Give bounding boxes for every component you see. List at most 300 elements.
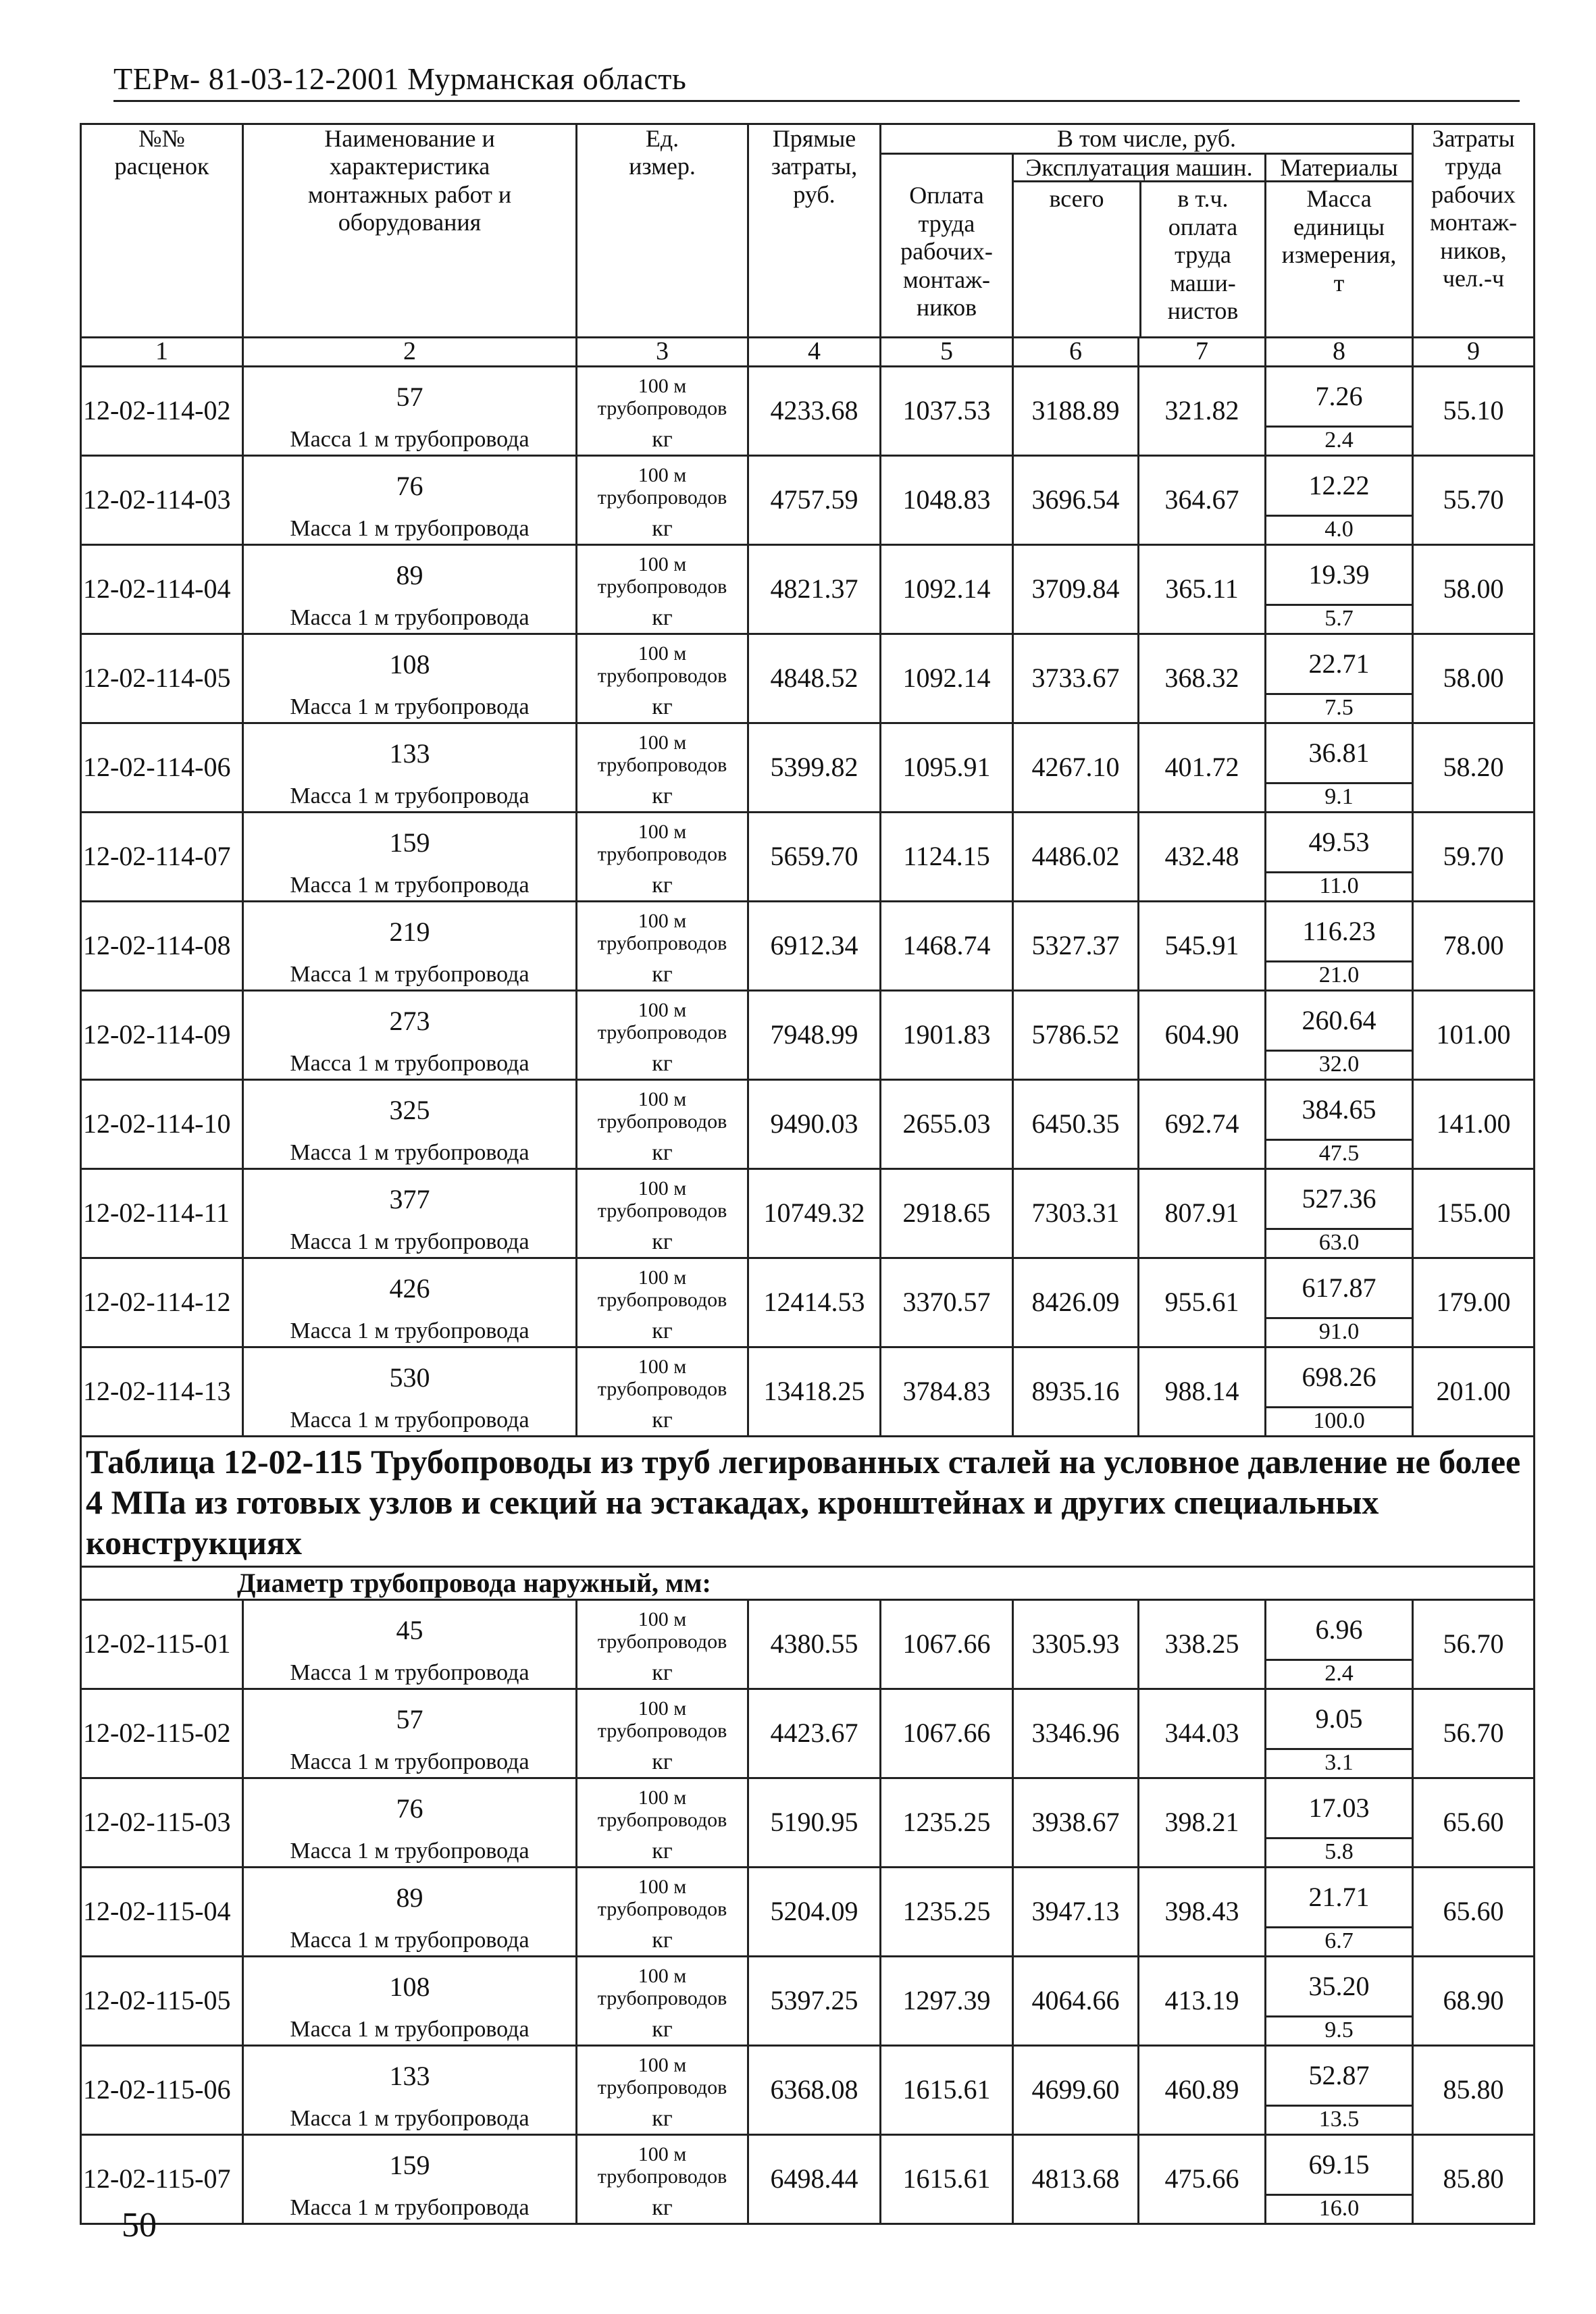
mass-unit: кг: [577, 1229, 748, 1258]
unit-top: 100 м: [638, 375, 687, 398]
labor-pay: 1124.15: [881, 813, 1013, 902]
labor-hours: 85.80: [1413, 2135, 1535, 2224]
unit-top: 100 м: [638, 821, 687, 844]
direct-costs: 6912.34: [748, 902, 881, 991]
direct-costs: 12414.53: [748, 1258, 881, 1347]
header-unit: [577, 124, 748, 338]
header-labor-hours: [1413, 124, 1535, 338]
unit-cell: [577, 367, 748, 427]
header-machines-group: [1013, 154, 1266, 338]
table-body-114: [81, 367, 1535, 1437]
table-row: [81, 1347, 1535, 1408]
header-line: измерения,: [1281, 241, 1397, 269]
unit-top: 100 м: [638, 1266, 687, 1289]
unit-cell: [577, 1080, 748, 1140]
mass-value: 2.4: [1266, 1660, 1413, 1689]
direct-costs: 5399.82: [748, 723, 881, 813]
machinists-pay: 988.14: [1139, 1347, 1266, 1437]
mass-label: Масса 1 м трубопровода: [243, 1051, 577, 1080]
unit-cell: [577, 456, 748, 516]
materials-value: 36.81: [1266, 723, 1413, 783]
materials-value: 116.23: [1266, 902, 1413, 962]
labor-pay: 1235.25: [881, 1778, 1013, 1868]
labor-hours: 55.70: [1413, 456, 1535, 545]
unit-bottom: трубопроводов: [597, 843, 727, 866]
work-name: 76: [243, 1778, 577, 1839]
materials-value: 52.87: [1266, 2046, 1413, 2106]
header-line: чел.-ч: [1442, 264, 1505, 292]
labor-pay: 2655.03: [881, 1080, 1013, 1169]
mass-value: 4.0: [1266, 516, 1413, 545]
column-number: 8: [1266, 338, 1413, 367]
unit-bottom: трубопроводов: [597, 397, 727, 420]
mass-value: 3.1: [1266, 1749, 1413, 1778]
machinists-pay: 460.89: [1139, 2046, 1266, 2135]
unit-cell: [577, 1689, 748, 1749]
table-row: [81, 1778, 1535, 1839]
mass-value: 32.0: [1266, 1051, 1413, 1080]
labor-pay: 3784.83: [881, 1347, 1013, 1437]
machines-total: 7303.31: [1013, 1169, 1139, 1258]
labor-pay: 3370.57: [881, 1258, 1013, 1347]
mass-label: Масса 1 м трубопровода: [243, 962, 577, 991]
labor-hours: 101.00: [1413, 991, 1535, 1080]
mass-label: Масса 1 м трубопровода: [243, 873, 577, 902]
table-row: [81, 2135, 1535, 2195]
machinists-pay: 398.21: [1139, 1778, 1266, 1868]
work-name: 325: [243, 1080, 577, 1140]
header-rule: [113, 100, 1520, 102]
mass-value: 9.1: [1266, 783, 1413, 813]
header-materials-group: [1266, 154, 1413, 338]
unit-cell: [577, 723, 748, 783]
page-header: ТЕРм- 81-03-12-2001 Мурманская область: [113, 61, 687, 96]
work-name: 159: [243, 813, 577, 873]
labor-hours: 155.00: [1413, 1169, 1535, 1258]
header-line: труда: [918, 209, 975, 237]
header-line: Затраты: [1432, 125, 1515, 152]
materials-value: 698.26: [1266, 1347, 1413, 1408]
mass-unit: кг: [577, 516, 748, 545]
labor-pay: 1235.25: [881, 1868, 1013, 1957]
mass-value: 11.0: [1266, 873, 1413, 902]
table-row: [81, 1080, 1535, 1140]
unit-cell: [577, 545, 748, 605]
machinists-pay: 344.03: [1139, 1689, 1266, 1778]
mass-unit: кг: [577, 1749, 748, 1778]
machinists-pay: 365.11: [1139, 545, 1266, 634]
machinists-pay: 604.90: [1139, 991, 1266, 1080]
machinists-pay: 807.91: [1139, 1169, 1266, 1258]
table-row: [81, 1169, 1535, 1229]
mass-label: Масса 1 м трубопровода: [243, 1140, 577, 1169]
direct-costs: 5397.25: [748, 1957, 881, 2046]
header-line: т: [1333, 269, 1345, 297]
unit-top: 100 м: [638, 999, 687, 1022]
mass-unit: кг: [577, 1318, 748, 1347]
column-number: 1: [81, 338, 243, 367]
work-name: 133: [243, 2046, 577, 2106]
mass-label: Масса 1 м трубопровода: [243, 783, 577, 813]
mass-label: Масса 1 м трубопровода: [243, 1318, 577, 1347]
header-machines-title: Эксплуатация машин.: [1014, 155, 1264, 182]
labor-hours: 55.10: [1413, 367, 1535, 456]
unit-top: 100 м: [638, 731, 687, 754]
table-row: [81, 902, 1535, 962]
unit-bottom: трубопроводов: [597, 1987, 727, 2010]
unit-bottom: трубопроводов: [597, 754, 727, 777]
table-row: [81, 456, 1535, 516]
materials-value: 7.26: [1266, 367, 1413, 427]
unit-top: 100 м: [638, 1088, 687, 1111]
machinists-pay: 475.66: [1139, 2135, 1266, 2224]
header-line: рабочих: [1431, 180, 1516, 208]
labor-hours: 201.00: [1413, 1347, 1535, 1437]
work-name: 57: [243, 367, 577, 427]
labor-hours: 56.70: [1413, 1600, 1535, 1689]
mass-unit: кг: [577, 694, 748, 723]
unit-cell: [577, 1258, 748, 1318]
table-row: [81, 1689, 1535, 1749]
labor-hours: 85.80: [1413, 2046, 1535, 2135]
machinists-pay: 545.91: [1139, 902, 1266, 991]
table-row: [81, 813, 1535, 873]
mass-value: 6.7: [1266, 1928, 1413, 1957]
table-row: [81, 1957, 1535, 2017]
mass-label: Масса 1 м трубопровода: [243, 1928, 577, 1957]
machinists-pay: 692.74: [1139, 1080, 1266, 1169]
mass-value: 100.0: [1266, 1408, 1413, 1437]
materials-value: 22.71: [1266, 634, 1413, 694]
rates-table: [80, 123, 1535, 2225]
rate-code: 12-02-114-06: [81, 723, 243, 813]
unit-bottom: трубопроводов: [597, 1200, 727, 1223]
direct-costs: 6368.08: [748, 2046, 881, 2135]
work-name: 133: [243, 723, 577, 783]
table-row: [81, 1600, 1535, 1660]
work-name: 89: [243, 1868, 577, 1928]
rate-code: 12-02-114-13: [81, 1347, 243, 1437]
rate-code: 12-02-114-07: [81, 813, 243, 902]
mass-label: Масса 1 м трубопровода: [243, 1229, 577, 1258]
materials-value: 21.71: [1266, 1868, 1413, 1928]
section-115-heading: [81, 1437, 1535, 1600]
unit-bottom: трубопроводов: [597, 1898, 727, 1921]
materials-value: 69.15: [1266, 2135, 1413, 2195]
direct-costs: 4423.67: [748, 1689, 881, 1778]
work-name: 219: [243, 902, 577, 962]
header-line: единицы: [1293, 213, 1385, 240]
mass-label: Масса 1 м трубопровода: [243, 1839, 577, 1868]
labor-hours: 58.00: [1413, 545, 1535, 634]
direct-costs: 4821.37: [748, 545, 881, 634]
header-work-name: [243, 124, 577, 338]
mass-unit: кг: [577, 1140, 748, 1169]
header-line: Масса: [1306, 185, 1372, 213]
header-line: Оплата: [909, 182, 984, 209]
header-machinists-pay: [1141, 182, 1264, 336]
mass-unit: кг: [577, 2017, 748, 2046]
header-line: труда: [1445, 153, 1502, 180]
unit-bottom: трубопроводов: [597, 575, 727, 598]
materials-value: 19.39: [1266, 545, 1413, 605]
mass-unit: кг: [577, 962, 748, 991]
mass-unit: кг: [577, 1051, 748, 1080]
materials-value: 260.64: [1266, 991, 1413, 1051]
mass-unit: кг: [577, 1408, 748, 1437]
column-number: 3: [577, 338, 748, 367]
unit-top: 100 м: [638, 642, 687, 665]
unit-cell: [577, 634, 748, 694]
mass-value: 21.0: [1266, 962, 1413, 991]
materials-value: 12.22: [1266, 456, 1413, 516]
unit-cell: [577, 2046, 748, 2106]
machines-total: 3947.13: [1013, 1868, 1139, 1957]
table-row: [81, 1258, 1535, 1318]
machinists-pay: 955.61: [1139, 1258, 1266, 1347]
rate-code: 12-02-114-09: [81, 991, 243, 1080]
mass-value: 9.5: [1266, 2017, 1413, 2046]
labor-pay: 1092.14: [881, 634, 1013, 723]
header-line: монтаж-: [902, 265, 991, 293]
rate-code: 12-02-114-11: [81, 1169, 243, 1258]
mass-label: Масса 1 м трубопровода: [243, 1749, 577, 1778]
rate-code: 12-02-115-01: [81, 1600, 243, 1689]
machines-total: 6450.35: [1013, 1080, 1139, 1169]
column-number: 2: [243, 338, 577, 367]
unit-bottom: трубопроводов: [597, 1289, 727, 1312]
unit-top: 100 м: [638, 553, 687, 576]
labor-pay: 1615.61: [881, 2046, 1013, 2135]
labor-hours: 58.20: [1413, 723, 1535, 813]
work-name: 89: [243, 545, 577, 605]
work-name: 76: [243, 456, 577, 516]
page-number: 50: [122, 2206, 157, 2244]
rate-code: 12-02-114-03: [81, 456, 243, 545]
mass-label: Масса 1 м трубопровода: [243, 1660, 577, 1689]
rate-code: 12-02-115-04: [81, 1868, 243, 1957]
unit-bottom: трубопроводов: [597, 1021, 727, 1044]
header-labor-pay-text: [881, 182, 1012, 322]
work-name: 377: [243, 1169, 577, 1229]
labor-hours: 68.90: [1413, 1957, 1535, 2046]
mass-label: Масса 1 м трубопровода: [243, 2195, 577, 2224]
work-name: 57: [243, 1689, 577, 1749]
unit-bottom: трубопроводов: [597, 2076, 727, 2099]
mass-value: 47.5: [1266, 1140, 1413, 1169]
unit-cell: [577, 1868, 748, 1928]
labor-pay: 1048.83: [881, 456, 1013, 545]
header-line: затраты,: [771, 153, 858, 180]
labor-pay: 1615.61: [881, 2135, 1013, 2224]
mass-label: Масса 1 м трубопровода: [243, 1408, 577, 1437]
column-numbers-row: [81, 338, 1535, 367]
unit-top: 100 м: [638, 1697, 687, 1720]
table-row: [81, 367, 1535, 427]
machinists-pay: 364.67: [1139, 456, 1266, 545]
materials-value: 527.36: [1266, 1169, 1413, 1229]
mass-value: 2.4: [1266, 427, 1413, 456]
mass-unit: кг: [577, 2195, 748, 2224]
section-title: Таблица 12-02-115 Трубопроводы из труб легированных сталей на условное давление не более 4 МПа из готовых узлов и секций на эстакадах, кронштейнах и других специальных конструкциях: [81, 1437, 1535, 1567]
header-line: маши-: [1170, 269, 1236, 297]
column-number: 6: [1013, 338, 1139, 367]
machines-total: 4486.02: [1013, 813, 1139, 902]
table-row: [81, 545, 1535, 605]
labor-hours: 179.00: [1413, 1258, 1535, 1347]
labor-hours: 141.00: [1413, 1080, 1535, 1169]
unit-top: 100 м: [638, 464, 687, 487]
materials-value: 617.87: [1266, 1258, 1413, 1318]
unit-top: 100 м: [638, 1177, 687, 1200]
mass-unit: кг: [577, 1839, 748, 1868]
machines-total: 5327.37: [1013, 902, 1139, 991]
header-unit-mass: [1266, 182, 1412, 297]
mass-unit: кг: [577, 2106, 748, 2135]
direct-costs: 10749.32: [748, 1169, 881, 1258]
rate-code: 12-02-114-10: [81, 1080, 243, 1169]
unit-bottom: трубопроводов: [597, 1809, 727, 1832]
mass-value: 13.5: [1266, 2106, 1413, 2135]
table-row: [81, 2046, 1535, 2106]
header-line: характеристика: [329, 153, 490, 180]
header-line: Прямые: [772, 125, 856, 152]
rate-code: 12-02-114-08: [81, 902, 243, 991]
unit-top: 100 м: [638, 2143, 687, 2166]
column-number: 5: [881, 338, 1013, 367]
unit-top: 100 м: [638, 1608, 687, 1631]
rate-code: 12-02-114-12: [81, 1258, 243, 1347]
machines-total: 3696.54: [1013, 456, 1139, 545]
unit-top: 100 м: [638, 1965, 687, 1988]
table-row: [81, 1868, 1535, 1928]
table-head: [81, 124, 1535, 367]
unit-cell: [577, 1169, 748, 1229]
mass-label: Масса 1 м трубопровода: [243, 516, 577, 545]
unit-cell: [577, 991, 748, 1051]
direct-costs: 4848.52: [748, 634, 881, 723]
header-line: оплата: [1168, 213, 1238, 240]
unit-top: 100 м: [638, 1356, 687, 1379]
mass-unit: кг: [577, 427, 748, 456]
table-body-115: [81, 1600, 1535, 2224]
materials-value: 17.03: [1266, 1778, 1413, 1839]
unit-cell: [577, 1600, 748, 1660]
unit-bottom: трубопроводов: [597, 932, 727, 955]
machines-total: 3709.84: [1013, 545, 1139, 634]
labor-hours: 56.70: [1413, 1689, 1535, 1778]
labor-pay: 2918.65: [881, 1169, 1013, 1258]
machinists-pay: 321.82: [1139, 367, 1266, 456]
mass-unit: кг: [577, 873, 748, 902]
mass-unit: кг: [577, 1660, 748, 1689]
column-number: 7: [1139, 338, 1266, 367]
column-number: 4: [748, 338, 881, 367]
header-line: ников: [916, 293, 977, 321]
column-number: 9: [1413, 338, 1535, 367]
header-line: всего: [1049, 185, 1104, 213]
header-line: монтаж-: [1430, 209, 1518, 236]
direct-costs: 7948.99: [748, 991, 881, 1080]
unit-top: 100 м: [638, 910, 687, 933]
labor-pay: 1067.66: [881, 1689, 1013, 1778]
header-line: монтажных работ и: [307, 180, 512, 208]
labor-hours: 59.70: [1413, 813, 1535, 902]
header-line: измер.: [629, 153, 696, 180]
header-labor-pay: [881, 154, 1013, 338]
mass-value: 5.8: [1266, 1839, 1413, 1868]
rate-code: 12-02-115-05: [81, 1957, 243, 2046]
unit-bottom: трубопроводов: [597, 665, 727, 688]
mass-value: 5.7: [1266, 605, 1413, 634]
mass-label: Масса 1 м трубопровода: [243, 2017, 577, 2046]
header-line: в т.ч.: [1177, 185, 1229, 213]
labor-hours: 65.60: [1413, 1778, 1535, 1868]
labor-pay: 1901.83: [881, 991, 1013, 1080]
header-rate-number: [81, 124, 243, 338]
materials-value: 9.05: [1266, 1689, 1413, 1749]
mass-unit: кг: [577, 605, 748, 634]
unit-bottom: трубопроводов: [597, 1110, 727, 1133]
materials-value: 384.65: [1266, 1080, 1413, 1140]
table-row: [81, 723, 1535, 783]
work-name: 45: [243, 1600, 577, 1660]
work-name: 273: [243, 991, 577, 1051]
mass-label: Масса 1 м трубопровода: [243, 605, 577, 634]
unit-cell: [577, 1347, 748, 1408]
machines-total: 5786.52: [1013, 991, 1139, 1080]
labor-pay: 1067.66: [881, 1600, 1013, 1689]
mass-unit: кг: [577, 783, 748, 813]
direct-costs: 13418.25: [748, 1347, 881, 1437]
unit-bottom: трубопроводов: [597, 1630, 727, 1653]
header-line: нистов: [1167, 297, 1239, 324]
mass-label: Масса 1 м трубопровода: [243, 427, 577, 456]
work-name: 159: [243, 2135, 577, 2195]
mass-value: 16.0: [1266, 2195, 1413, 2224]
machines-total: 8935.16: [1013, 1347, 1139, 1437]
mass-label: Масса 1 м трубопровода: [243, 2106, 577, 2135]
direct-costs: 5190.95: [748, 1778, 881, 1868]
work-name: 426: [243, 1258, 577, 1318]
header-line: Ед.: [645, 125, 679, 152]
direct-costs: 5659.70: [748, 813, 881, 902]
labor-hours: 58.00: [1413, 634, 1535, 723]
unit-bottom: трубопроводов: [597, 1378, 727, 1401]
machinists-pay: 338.25: [1139, 1600, 1266, 1689]
unit-bottom: трубопроводов: [597, 486, 727, 509]
direct-costs: 4380.55: [748, 1600, 881, 1689]
header-line: Наименование и: [324, 125, 495, 152]
header-line: руб.: [793, 180, 835, 208]
unit-cell: [577, 902, 748, 962]
machines-total: 4699.60: [1013, 2046, 1139, 2135]
direct-costs: 4233.68: [748, 367, 881, 456]
labor-pay: 1468.74: [881, 902, 1013, 991]
unit-top: 100 м: [638, 1876, 687, 1899]
direct-costs: 6498.44: [748, 2135, 881, 2224]
header-including: В том числе, руб.: [881, 124, 1413, 154]
machines-total: 3938.67: [1013, 1778, 1139, 1868]
unit-cell: [577, 2135, 748, 2195]
unit-top: 100 м: [638, 2054, 687, 2077]
mass-value: 7.5: [1266, 694, 1413, 723]
machinists-pay: 398.43: [1139, 1868, 1266, 1957]
labor-pay: 1092.14: [881, 545, 1013, 634]
work-name: 108: [243, 1957, 577, 2017]
header-direct-costs: [748, 124, 881, 338]
header-line: ников,: [1440, 236, 1507, 264]
